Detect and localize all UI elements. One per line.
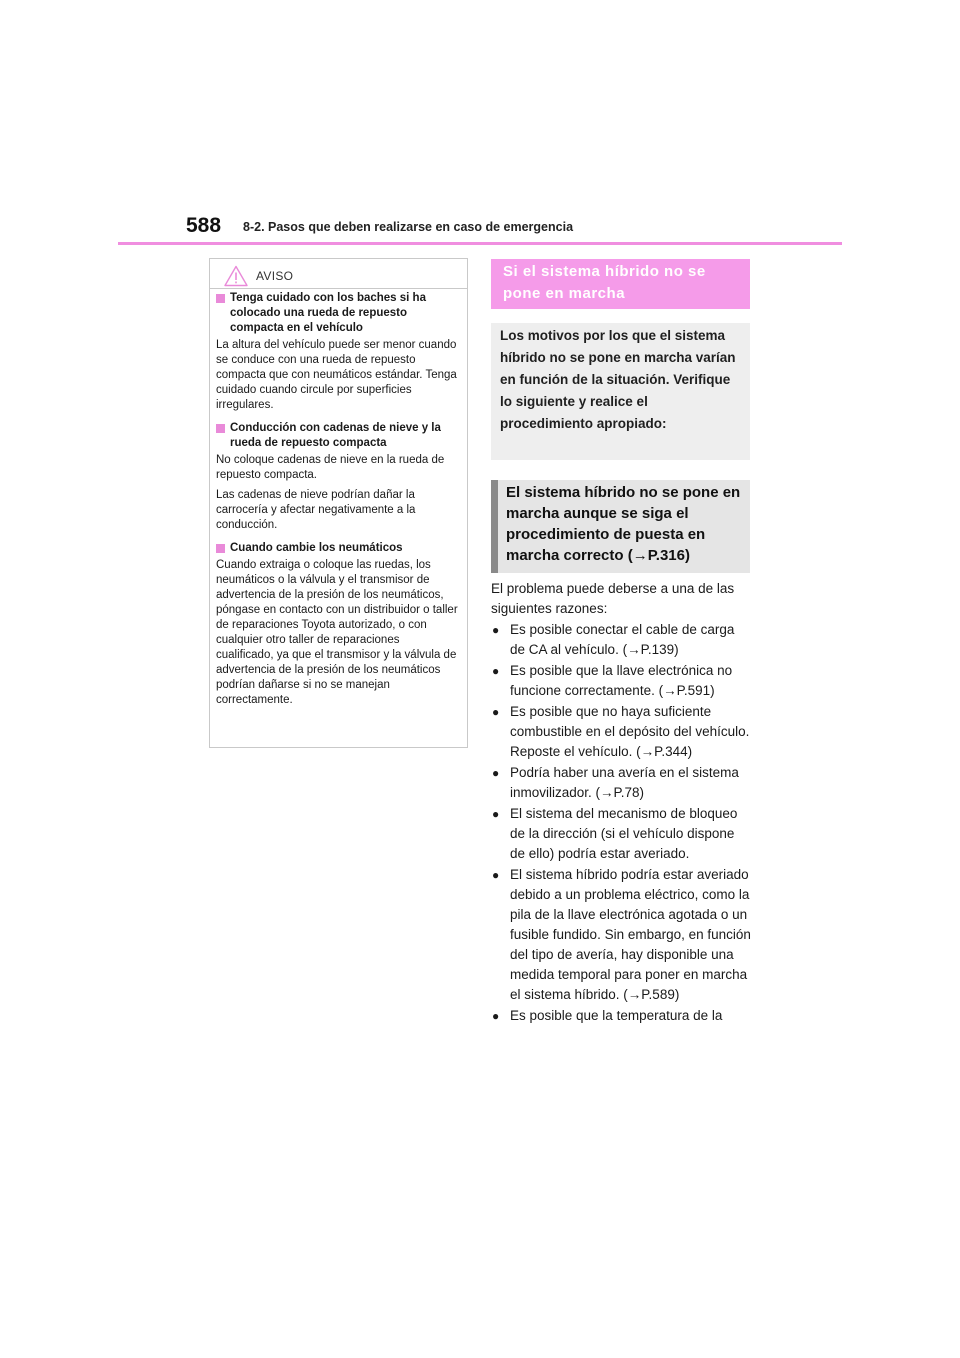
list-item-text: Es posible que la temperatura de la bbox=[510, 1008, 723, 1023]
bullet-dot-icon: ● bbox=[492, 623, 500, 637]
warning-rule bbox=[210, 288, 467, 289]
warning-body bbox=[216, 291, 460, 716]
list-item-text: Podría haber una avería en el sistema inmovilizador. (→P.78) bbox=[510, 765, 739, 800]
bullet-dot-icon: ● bbox=[492, 1009, 500, 1023]
list-item bbox=[491, 620, 753, 660]
warning-item bbox=[216, 541, 460, 708]
header-rule bbox=[118, 242, 842, 245]
list-item bbox=[491, 804, 753, 864]
intro-box: Los motivos por los que el sistema híbrido no se pone en marcha varían en función de la situación. Verifique lo siguiente y realice el procedimiento apropiado: bbox=[491, 323, 750, 460]
list-item bbox=[491, 763, 753, 803]
warning-item-heading bbox=[216, 291, 460, 336]
reasons-intro: El problema puede deberse a una de las siguientes razones: bbox=[491, 581, 735, 616]
subsection-header: El sistema híbrido no se pone en marcha aunque se siga el procedimiento de puesta en marcha correcto (→P.316) bbox=[491, 480, 750, 573]
list-item-text: El sistema del mecanismo de bloqueo de la dirección (si el vehículo dispone de ello) podría estar averiado. bbox=[510, 806, 738, 861]
square-bullet-icon bbox=[216, 544, 225, 553]
section-banner: Si el sistema híbrido no se pone en marcha bbox=[491, 259, 750, 309]
list-item bbox=[491, 1006, 753, 1026]
warning-item-paragraph: No coloque cadenas de nieve en la rueda de repuesto compacta. bbox=[216, 454, 445, 481]
bullet-dot-icon: ● bbox=[492, 664, 500, 678]
list-item-text: Es posible que la llave electrónica no funcione correctamente. (→P.591) bbox=[510, 663, 733, 698]
list-item bbox=[491, 865, 753, 1005]
warning-item-heading-text: Conducción con cadenas de nieve y la rueda de repuesto compacta bbox=[230, 422, 441, 449]
bullet-dot-icon: ● bbox=[492, 705, 500, 719]
warning-item-heading bbox=[216, 421, 460, 451]
list-item-text: Es posible que no haya suficiente combustible en el depósito del vehículo. Reposte el vehículo. (→P.344) bbox=[510, 704, 750, 759]
list-item-text: El sistema híbrido podría estar averiado debido a un problema eléctrico, como la pila de la llave electrónica agotada o un fusible fundido. Sin embargo, en función del tipo de avería, hay disponible una medida temporal para poner en marcha el sistema híbrido. (→P.589) bbox=[510, 867, 751, 1002]
warning-triangle-icon bbox=[224, 265, 248, 287]
warning-box bbox=[209, 258, 468, 748]
page-number: 588 bbox=[186, 214, 222, 237]
warning-item-paragraph: Las cadenas de nieve podrían dañar la carrocería y afectar negativamente a la conducción. bbox=[216, 489, 416, 531]
warning-item-heading-text: Tenga cuidado con los baches si ha colocado una rueda de repuesto compacta en el vehículo bbox=[230, 292, 426, 334]
warning-item-paragraph: Cuando extraiga o coloque las ruedas, los neumáticos o la válvula y el transmisor de advertencia de la presión de los neumáticos, póngase en contacto con un distribuidor o taller de reparaciones Toyota autorizado, o con cualquier otro taller de reparaciones cualificado, ya que el transmisor y la válvula de advertencia de la presión de los neumáticos podrían dañarse si no se manejan correctamente. bbox=[216, 559, 458, 706]
bullet-dot-icon: ● bbox=[492, 807, 500, 821]
warning-item-heading-text: Cuando cambie los neumáticos bbox=[230, 542, 403, 554]
bullet-dot-icon: ● bbox=[492, 766, 500, 780]
list-item-text: Es posible conectar el cable de carga de CA al vehículo. (→P.139) bbox=[510, 622, 735, 657]
list-item bbox=[491, 702, 753, 762]
reasons-section bbox=[491, 579, 753, 1026]
bullet-dot-icon: ● bbox=[492, 868, 500, 882]
warning-title: AVISO bbox=[256, 269, 294, 283]
warning-item bbox=[216, 291, 460, 413]
warning-item bbox=[216, 421, 460, 533]
square-bullet-icon bbox=[216, 424, 225, 433]
list-item bbox=[491, 661, 753, 701]
warning-item-heading bbox=[216, 541, 460, 556]
reason-list bbox=[491, 620, 753, 1026]
section-title: 8-2. Pasos que deben realizarse en caso de emergencia bbox=[243, 220, 574, 234]
square-bullet-icon bbox=[216, 294, 225, 303]
warning-item-paragraph: La altura del vehículo puede ser menor cuando se conduce con una rueda de repuesto compacta que con neumáticos estándar. Tenga cuidado cuando circule por superficies irregulares. bbox=[216, 339, 457, 411]
warning-header bbox=[224, 263, 293, 289]
